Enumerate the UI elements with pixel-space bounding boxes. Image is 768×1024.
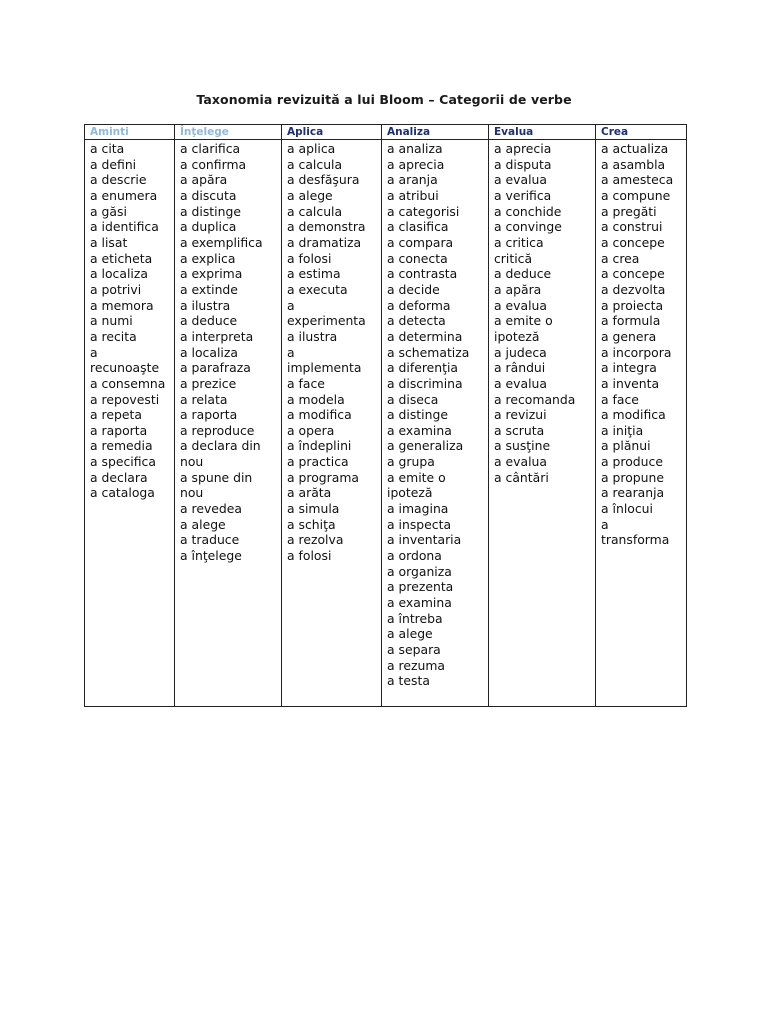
verb-item: a schiţa — [287, 516, 336, 532]
verb-item: a memora — [90, 297, 154, 313]
verb-item: a cataloga — [90, 485, 155, 501]
verb-item: a calcula — [287, 156, 343, 172]
verb-item: a distinge — [180, 203, 241, 219]
verb-item: a defini — [90, 156, 137, 172]
verb-item: a crea — [601, 250, 640, 266]
verb-item: a incorpora — [601, 344, 672, 360]
verb-item: a plănui — [601, 438, 651, 454]
verb-item: recunoaşte — [90, 360, 160, 376]
verb-item: a evalua — [494, 454, 547, 470]
verb-item: a înţelege — [180, 548, 242, 564]
verb-item: a aprecia — [387, 156, 445, 172]
verb-item: a evalua — [494, 172, 547, 188]
verb-item: a executa — [287, 281, 348, 297]
verb-item: experimenta — [287, 313, 366, 329]
verb-item: a întreba — [387, 610, 443, 626]
verb-item: a modela — [287, 391, 345, 407]
verb-item: a emite o — [494, 313, 553, 329]
verb-cell-evalua — [489, 140, 596, 707]
verb-item: a — [90, 344, 98, 360]
verb-item: a alege — [387, 626, 433, 642]
verb-item: nou — [180, 454, 204, 470]
verb-item: a clarifica — [180, 141, 241, 156]
verb-item: a convinge — [494, 219, 562, 235]
verb-item: a atribui — [387, 187, 439, 203]
verb-item: a iniţia — [601, 422, 644, 438]
verb-item: a conecta — [387, 250, 448, 266]
verb-item: a dezvolta — [601, 281, 666, 297]
verb-item: a — [601, 516, 609, 532]
column-header-aplica: Aplica — [282, 125, 382, 140]
verb-item: a repeta — [90, 407, 142, 423]
verb-item: a exemplifica — [180, 234, 263, 250]
verb-item: a consemna — [90, 375, 166, 391]
verb-item: a revedea — [180, 501, 243, 517]
verb-item: a modifica — [287, 407, 352, 423]
verb-item: a inventa — [601, 375, 660, 391]
verb-item: a declara din — [180, 438, 261, 454]
verb-item: a folosi — [287, 548, 332, 564]
verb-item: a schematiza — [387, 344, 470, 360]
verb-item: a inventaria — [387, 532, 462, 548]
verb-item: a rezuma — [387, 657, 445, 673]
verb-item: a numi — [90, 313, 133, 329]
verb-item: a prezenta — [387, 579, 454, 595]
verb-item: a detecta — [387, 313, 446, 329]
verb-item: a rearanja — [601, 485, 665, 501]
verb-item: a alege — [180, 516, 226, 532]
verb-item: a testa — [387, 673, 430, 689]
verb-item: a raporta — [180, 407, 238, 423]
verb-item: a practica — [287, 454, 349, 470]
verb-item: a genera — [601, 328, 657, 344]
verb-item: a programa — [287, 469, 360, 485]
verb-item: a localiza — [180, 344, 238, 360]
verb-item: a categorisi — [387, 203, 460, 219]
verb-item: a disputa — [494, 156, 552, 172]
verb-item: a diseca — [387, 391, 439, 407]
verb-item: a inspecta — [387, 516, 452, 532]
verb-item: a desfăşura — [287, 172, 360, 188]
verb-item: a ilustra — [287, 328, 338, 344]
verb-item: a recomanda — [494, 391, 576, 407]
verb-item: a declara — [90, 469, 148, 485]
verb-item: a organiza — [387, 563, 452, 579]
column-header-aminti: Aminti — [85, 125, 175, 140]
verb-item: a critica — [494, 234, 544, 250]
verb-item: a ordona — [387, 548, 442, 564]
page-title: Taxonomia revizuită a lui Bloom – Categorii de verbe — [196, 92, 572, 107]
verb-item: a conchide — [494, 203, 562, 219]
verb-item: a asambla — [601, 156, 666, 172]
verb-item: a emite o — [387, 469, 446, 485]
verb-item: a descrie — [90, 172, 147, 188]
verb-item: a examina — [387, 595, 452, 611]
verb-item: a lisat — [90, 234, 128, 250]
verb-item: a pregăti — [601, 203, 657, 219]
verb-item: a interpreta — [180, 328, 254, 344]
verb-item: a concepe — [601, 266, 665, 282]
verb-item: a amesteca — [601, 172, 674, 188]
verb-item: a duplica — [180, 219, 237, 235]
verb-item: a folosi — [287, 250, 332, 266]
verb-item: a confirma — [180, 156, 247, 172]
verb-item: a actualiza — [601, 141, 669, 156]
verb-item: a îndeplini — [287, 438, 352, 454]
verbs-row — [85, 140, 687, 707]
verb-item: a apăra — [494, 281, 542, 297]
verb-item: a specifica — [90, 454, 156, 470]
verb-item: a estima — [287, 266, 341, 282]
verb-item: transforma — [601, 532, 670, 548]
verb-item: a înlocui — [601, 501, 653, 517]
verb-item: a deduce — [494, 266, 552, 282]
verb-item: ipoteză — [494, 328, 540, 344]
verb-item: a discuta — [180, 187, 237, 203]
verb-item: a imagina — [387, 501, 449, 517]
verb-item: ipoteză — [387, 485, 433, 501]
verb-item: a demonstra — [287, 219, 366, 235]
verb-item: a propune — [601, 469, 664, 485]
verb-item: a concepe — [601, 234, 665, 250]
header-row — [85, 125, 687, 140]
verb-item: a face — [601, 391, 639, 407]
verb-item: a contrasta — [387, 266, 458, 282]
verb-item: a alege — [287, 187, 333, 203]
verb-item: a recita — [90, 328, 137, 344]
verb-item: a cita — [90, 141, 125, 156]
verb-item: a exprima — [180, 266, 243, 282]
column-header-crea: Crea — [596, 125, 687, 140]
verb-item: a proiecta — [601, 297, 664, 313]
verb-table — [84, 124, 687, 707]
verb-item: a simula — [287, 501, 340, 517]
verb-item: a spune din — [180, 469, 253, 485]
verb-item: a construi — [601, 219, 663, 235]
verb-item: a dramatiza — [287, 234, 362, 250]
verb-item: a modifica — [601, 407, 666, 423]
verb-item: a evalua — [494, 297, 547, 313]
verb-item: a aprecia — [494, 141, 552, 156]
verb-item: a determina — [387, 328, 463, 344]
verb-item: a judeca — [494, 344, 547, 360]
verb-item: a verifica — [494, 187, 552, 203]
verb-item: a potrivi — [90, 281, 142, 297]
verb-item: a prezice — [180, 375, 237, 391]
column-header-evalua: Evalua — [489, 125, 596, 140]
verb-item: a separa — [387, 642, 441, 657]
verb-item: a compune — [601, 187, 671, 203]
verb-item: a aranja — [387, 172, 438, 188]
verb-item: a examina — [387, 422, 452, 438]
verb-item: a scruta — [494, 422, 545, 438]
verb-cell-aminti — [85, 140, 175, 707]
verb-item: a apăra — [180, 172, 228, 188]
verb-item: a deduce — [180, 313, 238, 329]
verb-item: a calcula — [287, 203, 343, 219]
verb-item: a ilustra — [180, 297, 231, 313]
verb-item: a revizui — [494, 407, 547, 423]
verb-item: a produce — [601, 454, 663, 470]
verb-item: a face — [287, 375, 325, 391]
verb-item: a explica — [180, 250, 236, 266]
column-header-analiza: Analiza — [382, 125, 489, 140]
verb-item: a rândui — [494, 360, 546, 376]
verb-item: implementa — [287, 360, 362, 376]
verb-cell-crea — [596, 140, 687, 707]
verb-item: a — [287, 344, 295, 360]
verb-item: a formula — [601, 313, 661, 329]
verb-cell-aplica — [282, 140, 382, 707]
verb-cell-intelege — [175, 140, 282, 707]
verb-item: a enumera — [90, 187, 158, 203]
verb-item: a compara — [387, 234, 454, 250]
verb-item: a decide — [387, 281, 440, 297]
verb-item: a cântări — [494, 469, 549, 485]
verb-item: critică — [494, 250, 533, 266]
verb-item: a distinge — [387, 407, 448, 423]
verb-item: a opera — [287, 422, 335, 438]
verb-item: a raporta — [90, 422, 148, 438]
verb-item: a integra — [601, 360, 657, 376]
column-header-intelege: Înţelege — [175, 125, 282, 140]
verb-item: a găsi — [90, 203, 127, 219]
verb-item: a parafraza — [180, 360, 251, 376]
verb-item: a rezolva — [287, 532, 344, 548]
verb-item: a eticheta — [90, 250, 153, 266]
verb-item: a relata — [180, 391, 228, 407]
verb-item: a diferenţia — [387, 360, 459, 376]
verb-item: a discrimina — [387, 375, 463, 391]
verb-item: a traduce — [180, 532, 240, 548]
verb-item: a — [287, 297, 295, 313]
verb-item: a arăta — [287, 485, 332, 501]
verb-item: a susţine — [494, 438, 551, 454]
verb-item: a remedia — [90, 438, 153, 454]
verb-item: a extinde — [180, 281, 238, 297]
verb-item: a generaliza — [387, 438, 464, 454]
verb-item: a clasifica — [387, 219, 449, 235]
verb-item: a evalua — [494, 375, 547, 391]
verb-item: a grupa — [387, 454, 435, 470]
verb-item: a analiza — [387, 141, 443, 156]
verb-item: a repovesti — [90, 391, 160, 407]
verb-item: a deforma — [387, 297, 451, 313]
verb-item: a identifica — [90, 219, 159, 235]
verb-item: a localiza — [90, 266, 148, 282]
verb-item: a aplica — [287, 141, 336, 156]
verb-item: a reproduce — [180, 422, 255, 438]
verb-cell-analiza — [382, 140, 489, 707]
verb-item: nou — [180, 485, 204, 501]
